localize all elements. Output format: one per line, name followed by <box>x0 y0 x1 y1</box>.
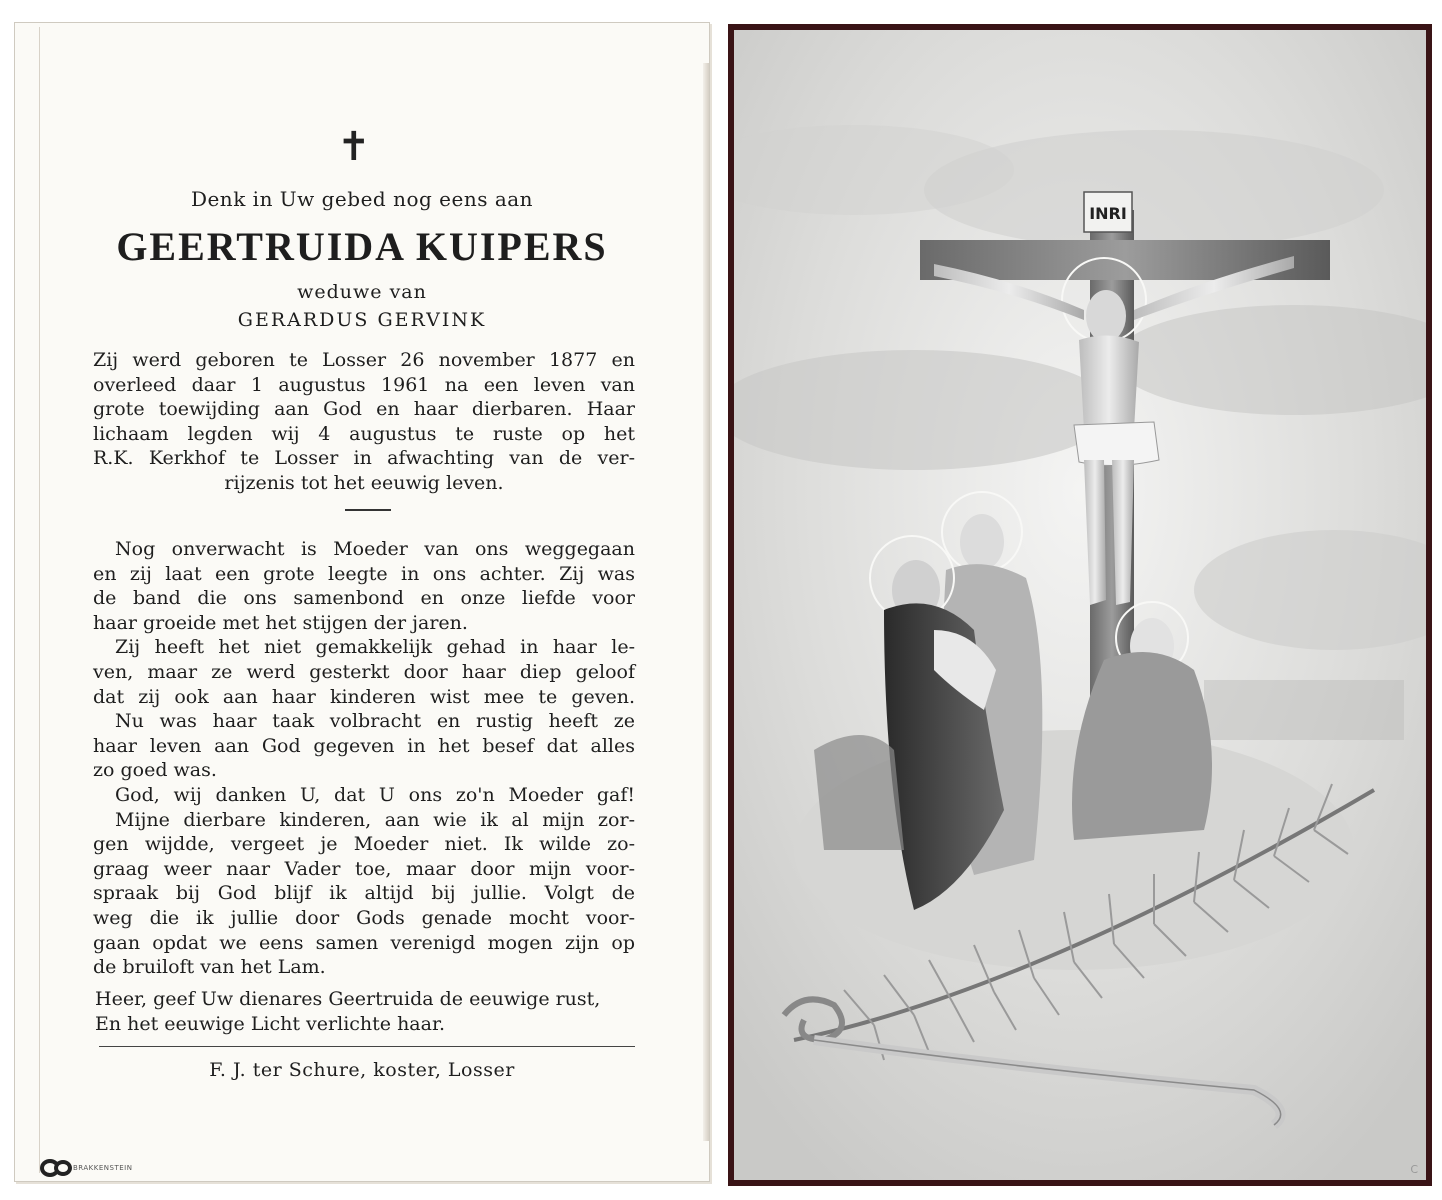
publisher-logo-icon <box>39 1157 73 1179</box>
verse-line: Mijne dierbare kinderen, aan wie ik al mijn zor- <box>115 808 635 831</box>
verse-line: de bruiloft van het Lam. <box>93 956 326 979</box>
printer-credit: F. J. ter Schure, koster, Losser <box>209 1059 515 1081</box>
verse-line: haar groeide met het stijgen der jaren. <box>93 611 468 634</box>
verse-line: spraak bij God blijf ik altijd bij jullie. Volgt de <box>93 882 635 905</box>
verse-line: haar leven aan God gegeven in het besef dat alles <box>93 734 635 757</box>
widow-of-line: weduwe van <box>297 281 427 303</box>
bio-line: grote toewijding aan God en haar dierbaren. Haar <box>93 398 635 421</box>
verse-line: gaan opdat we eens samen verenigd mogen zijn op <box>93 931 635 954</box>
prayer-paragraph <box>95 987 637 1036</box>
inri-inscription: INRI <box>1089 204 1127 223</box>
verse-line: graag weer naar Vader toe, maar door mijn voor- <box>93 857 635 880</box>
verse-line: God, wij danken U, dat U ons zo'n Moeder gaf! <box>115 783 635 806</box>
verse-line: dat zij ook aan haar kinderen wist mee te geven. <box>93 685 635 708</box>
verse-paragraph <box>93 537 635 980</box>
verse-line: zo goed was. <box>93 759 217 782</box>
intro-line: Denk in Uw gebed nog eens aan <box>190 187 534 211</box>
prayer-line: En het eeuwige Licht verlichte haar. <box>95 1012 445 1035</box>
verse-line: ven, maar ze werd gesterkt door haar diep geloof <box>93 660 635 683</box>
biography-paragraph <box>93 348 635 496</box>
memorial-card-text-side <box>14 22 710 1182</box>
bio-line: Zij werd geboren te Losser 26 november 1877 en <box>93 349 635 371</box>
bio-line: rijzenis tot het eeuwig leven. <box>224 471 504 494</box>
corner-mark: C <box>1410 1163 1418 1176</box>
bio-line: lichaam legden wij 4 augustus te ruste op het <box>93 422 635 445</box>
verse-line: de band die ons samenbond en onze liefde voor <box>93 587 635 610</box>
verse-line: Nog onverwacht is Moeder van ons weggegaan <box>115 538 635 560</box>
verse-line: weg die ik jullie door Gods genade mocht voor- <box>93 906 635 929</box>
crucifixion-scene-image <box>734 30 1426 1180</box>
deceased-name: GEERTRUIDA KUIPERS <box>116 224 608 269</box>
verse-line: gen wijdde, vergeet je Moeder niet. Ik wilde zo- <box>93 833 635 856</box>
footer-rule <box>99 1046 635 1047</box>
publisher-mark: BRAKKENSTEIN <box>73 1164 133 1172</box>
crucifixion-illustration <box>734 30 1426 1180</box>
prayer-line: Heer, geef Uw dienares Geertruida de eeuwige rust, <box>95 988 601 1010</box>
section-divider <box>345 509 391 511</box>
husband-name: GERARDUS GERVINK <box>237 309 487 331</box>
bio-line: overleed daar 1 augustus 1961 na een leven van <box>93 373 635 396</box>
verse-line: Nu was haar taak volbracht en rustig heeft ze <box>115 710 635 733</box>
cross-icon: ✝ <box>337 124 371 170</box>
verse-line: Zij heeft het niet gemakkelijk gehad in haar le- <box>115 636 635 659</box>
verse-line: en zij laat een grote leegte in ons achter. Zij was <box>93 562 635 585</box>
bio-line: R.K. Kerkhof te Losser in afwachting van de ver- <box>93 447 635 470</box>
memorial-card-image-side <box>728 24 1432 1186</box>
